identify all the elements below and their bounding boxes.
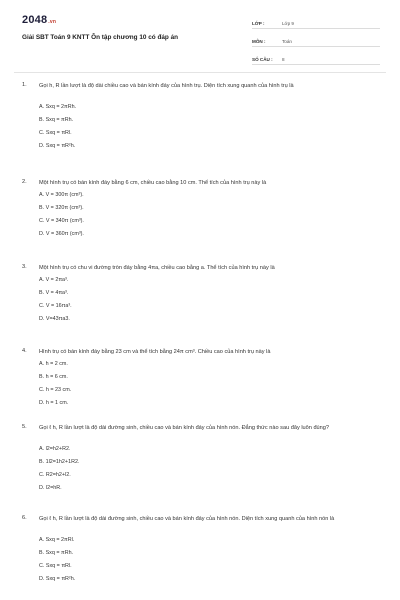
header-divider	[14, 72, 386, 73]
header	[0, 0, 400, 68]
info-label: LỚP :	[252, 21, 265, 26]
info-row-class	[252, 14, 380, 29]
answer-option[interactable]: A. l2=h2+R2.	[39, 446, 71, 452]
answer-option[interactable]: A. Sxq = 2πRh.	[39, 104, 77, 110]
info-label: SỐ CÂU :	[252, 57, 273, 62]
option-list	[39, 358, 71, 410]
answer-option[interactable]: C. R2=h2+l2.	[39, 472, 71, 478]
question-text: Một hình trụ có chu vi đường tròn đáy bằng 4πa, chiều cao bằng a. Thể tích của hình trụ này là	[39, 265, 275, 271]
answer-option[interactable]: D. l2=hR.	[39, 485, 62, 491]
option-list	[39, 443, 79, 495]
answer-option[interactable]: B. h = 6 cm.	[39, 374, 68, 380]
answer-option[interactable]: C. V = 340π (cm³).	[39, 218, 84, 224]
answer-option[interactable]: B. V = 320π (cm³).	[39, 205, 84, 211]
answer-option[interactable]: D. V = 360π (cm³).	[39, 231, 84, 237]
answer-option[interactable]: A. V = 2πa³.	[39, 277, 69, 283]
answer-option[interactable]: B. Sxq = πRh.	[39, 117, 74, 123]
answer-option[interactable]: D. V=43πa3.	[39, 316, 70, 322]
answer-option[interactable]: A. V = 300π (cm³).	[39, 192, 84, 198]
question-number: 6.	[22, 515, 27, 521]
info-value: Toán	[282, 39, 292, 44]
info-panel	[252, 14, 380, 68]
question-text: Một hình trụ có bán kính đáy bằng 6 cm, chiều cao bằng 10 cm. Thể tích của hình trụ này là	[39, 180, 267, 186]
question-text: Gọi ℓ h, R lần lượt là độ dài đường sinh, chiều cao và bán kính đáy của hình nón. Đẳng thức nào sau đây luôn đúng?	[39, 425, 329, 431]
answer-option[interactable]: D. h = 1 cm.	[39, 400, 69, 406]
question-number: 5.	[22, 424, 27, 430]
question-number: 4.	[22, 348, 27, 354]
answer-option[interactable]: B. V = 4πa³.	[39, 290, 69, 296]
answer-option[interactable]: D. Sxq = πR²h.	[39, 143, 76, 149]
info-label: MÔN :	[252, 39, 266, 44]
answer-option[interactable]: B. Sxq = πRh.	[39, 550, 74, 556]
question-text: Hình trụ có bán kính đáy bằng 23 cm và thể tích bằng 24π cm³. Chiều cao của hình trụ này là	[39, 349, 271, 355]
option-list	[39, 189, 84, 241]
page-title: Giải SBT Toán 9 KNTT Ôn tập chương 10 có đáp án	[22, 34, 179, 41]
question-text: Gọi ℓ h, R lần lượt là độ dài đường sinh, chiều cao và bán kính đáy của hình nón. Diện tích xung quanh của hình nón là	[39, 516, 335, 522]
option-list	[39, 101, 76, 153]
answer-option[interactable]: A. h = 2 cm.	[39, 361, 68, 367]
answer-option[interactable]: C. V = 16πa³.	[39, 303, 72, 309]
site-logo[interactable]: 2048.vn	[22, 14, 57, 26]
info-value: Lớp 9	[282, 21, 294, 26]
answer-option[interactable]: B. 1l2=1h2+1R2.	[39, 459, 80, 465]
question-number: 3.	[22, 264, 27, 270]
info-value: 8	[282, 57, 285, 62]
answer-option[interactable]: C. Sxq = πRl.	[39, 563, 72, 569]
question-number: 1.	[22, 82, 27, 88]
answer-option[interactable]: A. Sxq = 2πRl.	[39, 537, 75, 543]
info-row-subject	[252, 32, 380, 47]
answer-option[interactable]: D. Sxq = πR²h.	[39, 576, 76, 582]
question-number: 2.	[22, 179, 27, 185]
info-row-count	[252, 50, 380, 65]
answer-option[interactable]: C. h = 23 cm.	[39, 387, 72, 393]
option-list	[39, 274, 72, 326]
question-text: Gọi h, R lần lượt là độ dài chiều cao và bán kính đáy của hình trụ. Diện tích xung quanh của hình trụ là	[39, 83, 294, 89]
option-list	[39, 534, 75, 586]
answer-option[interactable]: C. Sxq = πRl.	[39, 130, 72, 136]
